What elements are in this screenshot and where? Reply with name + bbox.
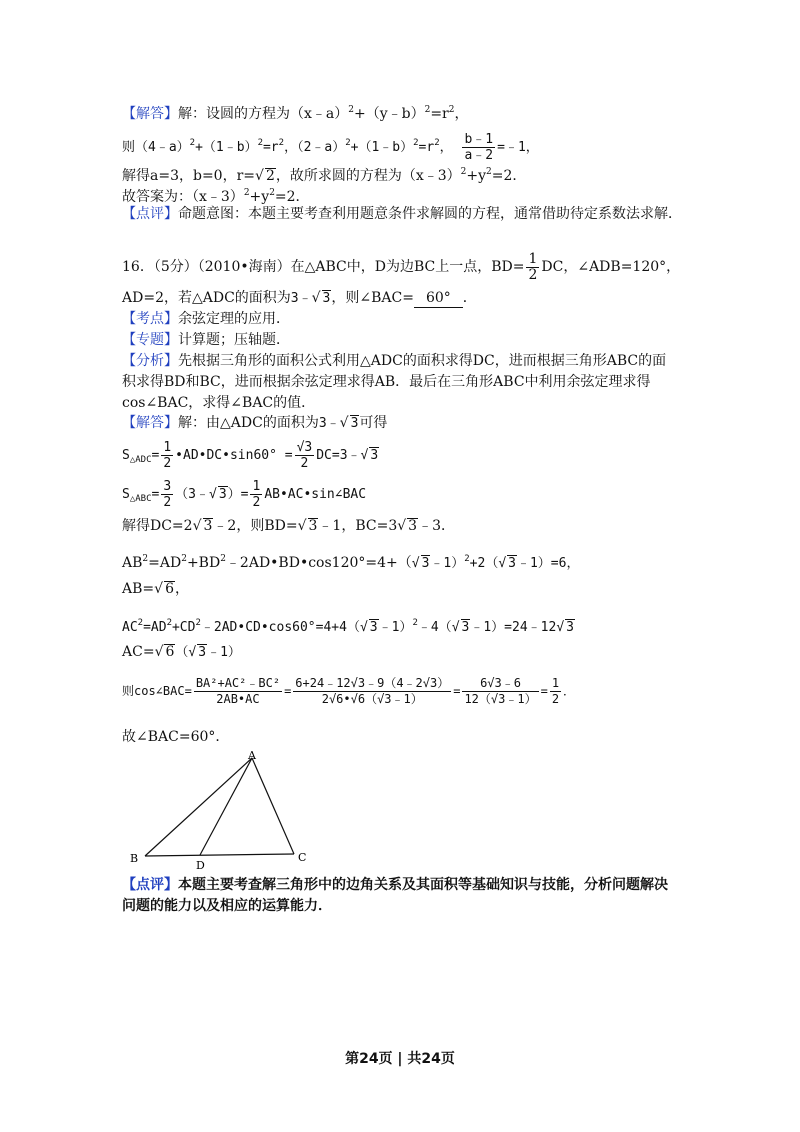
comment-tag-2: 【点评】: [122, 877, 178, 893]
side-ac: [252, 758, 294, 854]
page-footer: 第24页 | 共24页: [345, 1051, 455, 1067]
q16-solution-4: 解得DC=2√ 3﹣2，则BD=√ 3﹣1，BC=3√ 3﹣3．: [122, 518, 455, 534]
point-tag: 【考点】: [122, 311, 178, 327]
triangle-figure: [122, 748, 322, 873]
label-b: B: [130, 852, 139, 865]
q16-comment-1: 【点评】本题主要考查解三角形中的边角关系及其面积等基础知识与技能，分析问题解决: [122, 877, 668, 893]
answer-tag-2: 【解答】: [122, 415, 178, 431]
bd-fraction: $\frac{1}{2}$: [528, 250, 538, 283]
label-a: A: [248, 749, 256, 762]
q16-solution-7: $AC^2=AD^2+CD^2﹣2AD•CD•\cos 60^\circ=4+4(√$ 3﹣1）$^2$﹣4（√ 3﹣1）=24﹣12√ 3: [122, 618, 574, 635]
q15-comment: 【点评】命题意图：本题主要考查利用题意条件求解圆的方程，通常借助待定系数法求解．: [122, 206, 682, 222]
q15-solution-line-2: 则$(4﹣a)^2+(1﹣b)^2=r^2$，$(2﹣a)^2+(1﹣b)^2=r^2$， $\frac{b﹣1}{a﹣2}$ =﹣1，: [122, 132, 539, 163]
q16-solution-3: $S_{\triangle ABC}=$ $\frac{3}{2}$ （3﹣√ 3）= $\frac{1}{2}$ AB•AC•sin∠BAC: [122, 479, 367, 510]
q16-point: 【考点】余弦定理的应用．: [122, 311, 290, 327]
answer-blank: 60°: [414, 289, 463, 308]
analysis-tag: 【分析】: [122, 353, 178, 369]
label-d: D: [196, 859, 205, 872]
q16-solution-1: 【解答】解：由△ADC的面积为3﹣√ 3可得: [122, 415, 388, 431]
q16-analysis-3: cos∠BAC，求得∠BAC的值．: [122, 395, 316, 411]
q16-analysis-1: 【分析】先根据三角形的面积公式利用△ADC的面积求得DC，进而根据三角形ABC的面: [122, 353, 667, 369]
q16-analysis-2: 积求得BD和BC，进而根据余弦定理求得AB．最后在三角形ABC中利用余弦定理求得: [122, 374, 651, 390]
topic-tag: 【专题】: [122, 332, 178, 348]
q16-comment-2: 问题的能力以及相应的运算能力．: [122, 898, 332, 914]
q16-solution-6: AB=√ 6，: [122, 581, 189, 597]
comment-tag: 【点评】: [122, 206, 178, 222]
q16-header-line-1: 16．（5分）（2010•海南）在△ABC中，D为边BC上一点，BD= $\frac{1}{2}$ DC，∠ADB=120°，: [122, 250, 681, 283]
q16-topic: 【专题】计算题；压轴题．: [122, 332, 290, 348]
q16-solution-5: $AB^2=AD^2+BD^2﹣2AD•BD•\cos 120^\circ=4+(√$ 3﹣1）$^2$+2（√ 3﹣1）=6，: [122, 554, 580, 571]
answer-tag: 【解答】: [122, 106, 178, 122]
side-bc: [145, 854, 294, 856]
q15-solution-line-1: 【解答】解：设圆的方程为$(x﹣a)^2+(y﹣b)^2=r^2$，: [122, 105, 469, 122]
slope-fraction: $\frac{b﹣1}{a﹣2}$: [464, 132, 494, 163]
q16-header-line-2: AD=2，若△ADC的面积为3﹣√ 3，则∠BAC= 60° ．: [122, 290, 477, 306]
label-c: C: [298, 851, 307, 864]
segment-ad: [200, 758, 252, 855]
q15-final-answer: 故答案为：$(x﹣3)^2+y^2=2$．: [122, 188, 310, 205]
q15-solution-line-3: 解得a=3，b=0，r=√ 2，故所求圆的方程为$(x﹣3)^2+y^2=2$．: [122, 167, 527, 184]
q16-solution-9: 则cos∠BAC= $\frac{\text{BA²+AC²﹣BC²}}{2AB•AC}$ = $\frac{6+24﹣12√3﹣9(4﹣2√3)}{2√6•√6(√3﹣1)}$ = $\frac{6√3﹣6}{12(√3﹣1)}$ = $\frac{1}{2}$ ．: [122, 676, 576, 706]
q16-conclusion: 故∠BAC=60°．: [122, 729, 230, 745]
q16-solution-2: $S_{\triangle ADC}=$ $\frac{1}{2}$ •AD•DC•sin60° = $\frac{√3}{2}$ DC=3﹣√ 3: [122, 440, 379, 471]
side-ab: [145, 758, 252, 856]
q16-solution-8: AC=√ 6（√ 3﹣1）: [122, 644, 241, 660]
